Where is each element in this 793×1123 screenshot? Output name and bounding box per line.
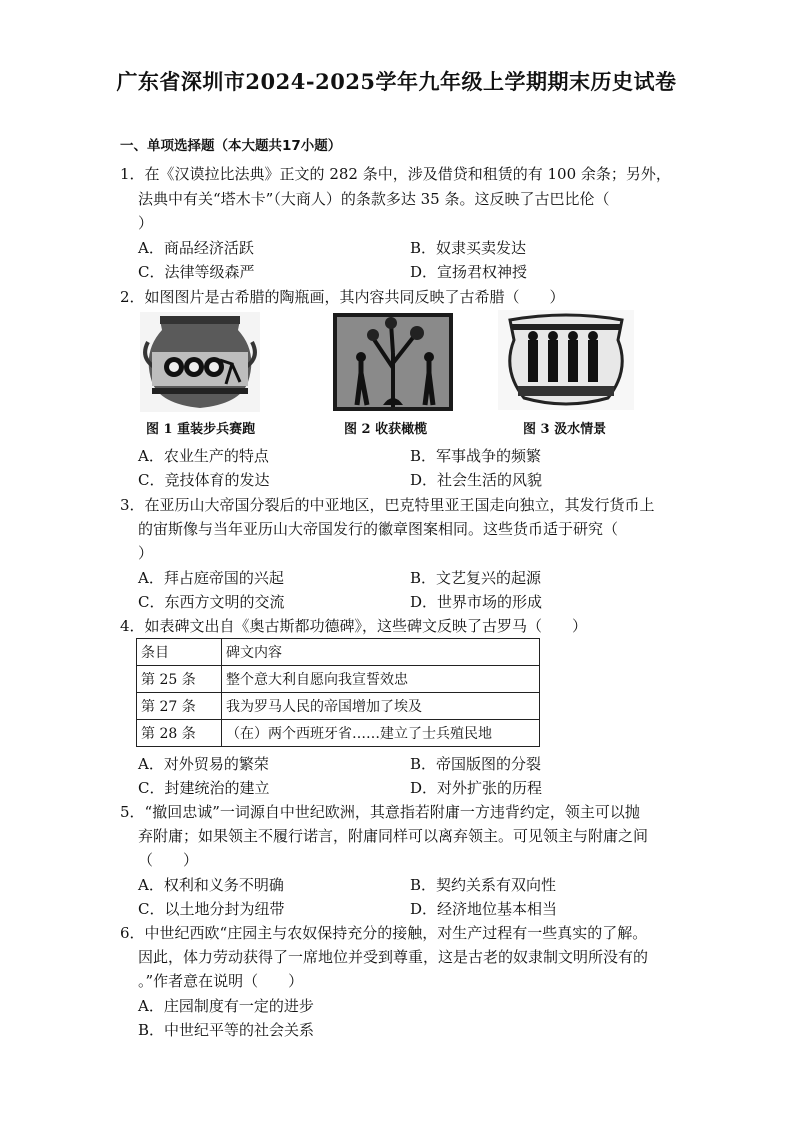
q6-option-b: B．中世纪平等的社会关系 xyxy=(138,1021,315,1039)
table-header-row xyxy=(137,639,540,666)
table-header-cell: 碑文内容 xyxy=(222,639,540,666)
q5-option-b: B．契约关系有双向性 xyxy=(410,876,557,894)
section-heading: 一、单项选择题（本大题共17小题） xyxy=(120,138,342,154)
q3-option-c: C．东西方文明的交流 xyxy=(138,593,285,611)
q1-line-1: 1．在《汉谟拉比法典》正文的 282 条中，涉及借贷和租赁的有 100 余条；另外， xyxy=(120,165,671,183)
table-cell: 我为罗马人民的帝国增加了埃及 xyxy=(222,693,540,720)
q5-line-1: 5．“撤回忠诚”一词源自中世纪欧洲，其意指若附庸一方违背约定，领主可以抛 xyxy=(120,803,640,821)
q1-option-c: C．法律等级森严 xyxy=(138,263,255,281)
table-row xyxy=(137,666,540,693)
table-cell: 第 25 条 xyxy=(137,666,222,693)
q3-option-d: D．世界市场的形成 xyxy=(410,593,543,611)
q1-line-2: 法典中有关“塔木卡”（大商人）的条款多达 35 条。这反映了古巴比伦（ xyxy=(138,190,610,208)
q3-option-a: A．拜占庭帝国的兴起 xyxy=(138,569,284,587)
q4-option-d: D．对外扩张的历程 xyxy=(410,779,543,797)
q3-line-3: ） xyxy=(138,544,154,562)
q3-option-b: B．文艺复兴的起源 xyxy=(410,569,542,587)
figure-2-caption: 图 2 收获橄榄 xyxy=(344,422,428,437)
q1-option-a: A．商品经济活跃 xyxy=(138,239,254,257)
q1-option-b: B．奴隶买卖发达 xyxy=(410,239,527,257)
q1-option-d: D．宣扬君权神授 xyxy=(410,263,528,281)
q6-line-1: 6．中世纪西欧“庄园主与农奴保持充分的接触，对生产过程有一些真实的了解。 xyxy=(120,924,648,942)
figure-3-caption: 图 3 汲水情景 xyxy=(523,422,607,437)
q3-line-2: 的宙斯像与当年亚历山大帝国发行的徽章图案相同。这些货币适于研究（ xyxy=(138,520,619,538)
q2-option-b: B．军事战争的频繁 xyxy=(410,447,542,465)
q2-option-d: D．社会生活的风貌 xyxy=(410,471,543,489)
q4-option-a: A．对外贸易的繁荣 xyxy=(138,755,269,773)
q3-line-1: 3．在亚历山大帝国分裂后的中亚地区，巴克特里亚王国走向独立，其发行货币上 xyxy=(120,496,655,514)
q2-stem: 2．如图图片是古希腊的陶瓶画，其内容共同反映了古希腊（ ） xyxy=(120,288,565,306)
q6-option-a: A．庄园制度有一定的进步 xyxy=(138,997,314,1015)
q5-line-2: 弃附庸；如果领主不履行诺言，附庸同样可以离弃领主。可见领主与附庸之间 xyxy=(138,827,649,845)
q2-option-a: A．农业生产的特点 xyxy=(138,447,269,465)
water-fetching-image xyxy=(498,310,634,410)
table-cell: 整个意大利自愿向我宣誓效忠 xyxy=(222,666,540,693)
page-title: 广东省深圳市2024-2025学年九年级上学期期末历史试卷 xyxy=(116,69,677,94)
table-cell: （在）两个西班牙省……建立了士兵殖民地 xyxy=(222,720,540,747)
inscription-table xyxy=(136,638,540,747)
q5-option-a: A．权利和义务不明确 xyxy=(138,876,284,894)
q4-option-c: C．封建统治的建立 xyxy=(138,779,270,797)
table-header-cell: 条目 xyxy=(137,639,222,666)
table-row xyxy=(137,693,540,720)
q4-option-b: B．帝国版图的分裂 xyxy=(410,755,542,773)
q6-line-3: 。”作者意在说明（ ） xyxy=(138,972,304,990)
q5-option-d: D．经济地位基本相当 xyxy=(410,900,558,918)
q6-line-2: 因此，体力劳动获得了一席地位并受到尊重，这是古老的奴隶制文明所没有的 xyxy=(138,948,649,966)
table-row xyxy=(137,720,540,747)
q5-option-c: C．以土地分封为纽带 xyxy=(138,900,285,918)
q2-option-c: C．竞技体育的发达 xyxy=(138,471,270,489)
table-cell: 第 27 条 xyxy=(137,693,222,720)
figure-1-caption: 图 1 重装步兵赛跑 xyxy=(146,422,256,437)
vase-runners-image xyxy=(140,312,260,412)
table-cell: 第 28 条 xyxy=(137,720,222,747)
olive-harvest-image xyxy=(333,313,453,411)
q4-stem: 4．如表碑文出自《奥古斯都功德碑》，这些碑文反映了古罗马（ ） xyxy=(120,617,588,635)
q5-line-3: （ ） xyxy=(138,851,199,869)
q1-line-3: ） xyxy=(138,214,154,232)
